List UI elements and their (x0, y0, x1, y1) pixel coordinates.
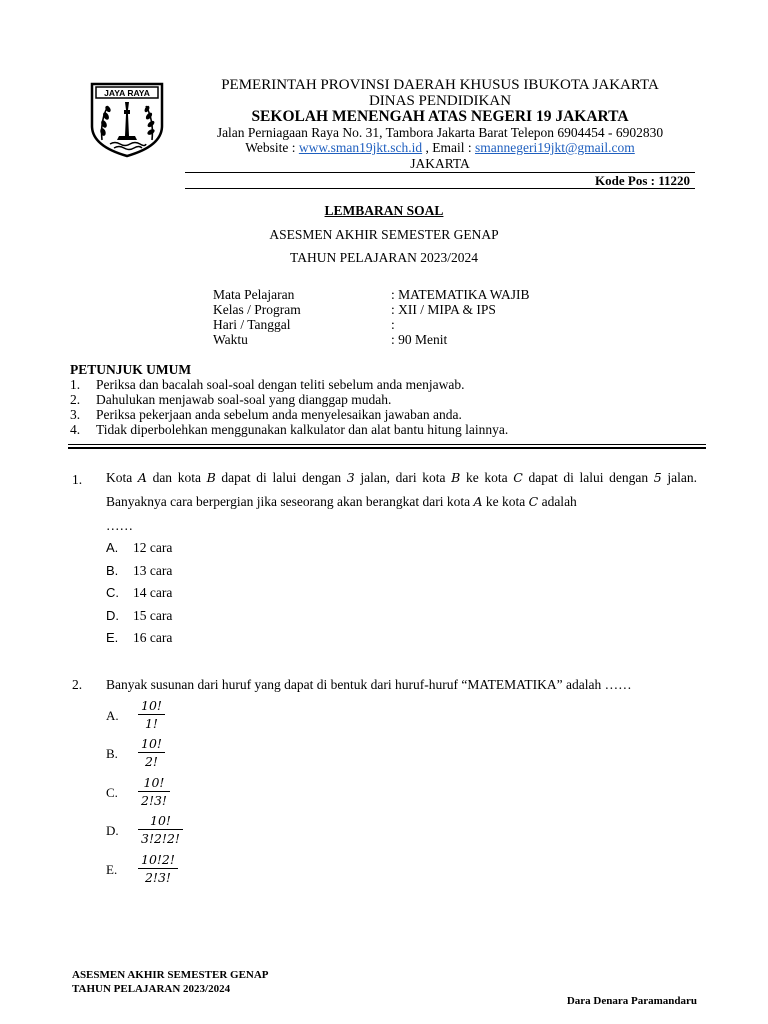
q1-option-e[interactable]: E. 16 cara (106, 630, 173, 645)
fraction: $\frac{10!}{2!3!}$ (138, 775, 170, 808)
q1-option-b[interactable]: B. 13 cara (106, 563, 173, 578)
section-rule-1 (68, 444, 706, 445)
page-title: LEMBARAN SOAL (324, 203, 444, 218)
section-rule-2 (68, 447, 706, 449)
kop-department: DINAS PENDIDIKAN (368, 93, 512, 109)
info-date: Hari / Tanggal : (213, 317, 395, 332)
question-2-text: Banyak susunan dari huruf yang dapat di bentuk dari huruf-huruf “MATEMATIKA” adalah …… (106, 677, 632, 692)
footer-year: TAHUN PELAJARAN 2023/2024 (72, 983, 231, 995)
logo-text: JAYA RAYA (104, 88, 150, 98)
header-rule-bottom (185, 188, 695, 189)
exam-name: ASESMEN AKHIR SEMESTER GENAP (269, 227, 499, 242)
kop-government: PEMERINTAH PROVINSI DAERAH KHUSUS IBUKOTA JAKARTA (221, 77, 659, 93)
fraction: $\frac{10!2!}{2!3!}$ (138, 852, 178, 885)
footer-author: Dara Denara Paramandaru (566, 995, 697, 1007)
q1-option-a[interactable]: A. 12 cara (106, 540, 173, 555)
instruction-item: 2. Dahulukan menjawab soal-soal yang dianggap mudah. (70, 392, 392, 407)
kop-school-name: SEKOLAH MENENGAH ATAS NEGERI 19 JAKARTA (251, 108, 629, 125)
website-link[interactable]: www.sman19jkt.sch.id (298, 140, 423, 155)
email-label: , Email : (422, 140, 475, 155)
kop-city: JAKARTA (410, 156, 470, 171)
fraction: $\frac{10!}{2!}$ (138, 736, 165, 769)
q1-option-c[interactable]: C. 14 cara (106, 585, 173, 600)
website-label: Website : (245, 140, 299, 155)
fraction: $\frac{10!}{3!2!2!}$ (138, 813, 183, 846)
instruction-item: 3. Periksa pekerjaan anda sebelum anda menyelesaikan jawaban anda. (70, 407, 462, 422)
question-2-number: 2. (72, 677, 83, 692)
info-class: Kelas / Program : XII / MIPA & IPS (213, 302, 496, 317)
kop-contact (185, 140, 695, 156)
instruction-item: 1. Periksa dan bacalah soal-soal dengan teliti sebelum anda menjawab. (70, 377, 465, 392)
footer-exam: ASESMEN AKHIR SEMESTER GENAP (72, 969, 269, 981)
kop-address: Jalan Perniagaan Raya No. 31, Tambora Jakarta Barat Telepon 6904454 - 6902830 (216, 125, 664, 140)
academic-year: TAHUN PELAJARAN 2023/2024 (290, 250, 478, 265)
kode-pos: Kode Pos : 11220 (595, 173, 690, 188)
q1-option-d[interactable]: D. 15 cara (106, 608, 173, 623)
question-1-dots: …… (106, 518, 133, 533)
email-link[interactable]: smannegeri19jkt@gmail.com (475, 140, 635, 155)
question-1-number: 1. (72, 472, 83, 487)
info-time: Waktu : 90 Menit (213, 332, 448, 347)
fraction: $\frac{10!}{1!}$ (138, 698, 165, 731)
question-1-text: Kota A dan kota B dapat di lalui dengan 3 jalan, dari kota B ke kota C dapat di lalui dengan 5 jalan. Banyaknya cara berpergian jika seseorang akan berangkat dari kota A ke kota C adalah (106, 470, 697, 509)
instructions-heading: PETUNJUK UMUM (70, 362, 192, 377)
school-logo (88, 80, 166, 158)
instruction-item: 4. Tidak diperbolehkan menggunakan kalkulator dan alat bantu hitung lainnya. (70, 422, 509, 437)
info-subject: Mata Pelajaran : MATEMATIKA WAJIB (213, 287, 530, 302)
